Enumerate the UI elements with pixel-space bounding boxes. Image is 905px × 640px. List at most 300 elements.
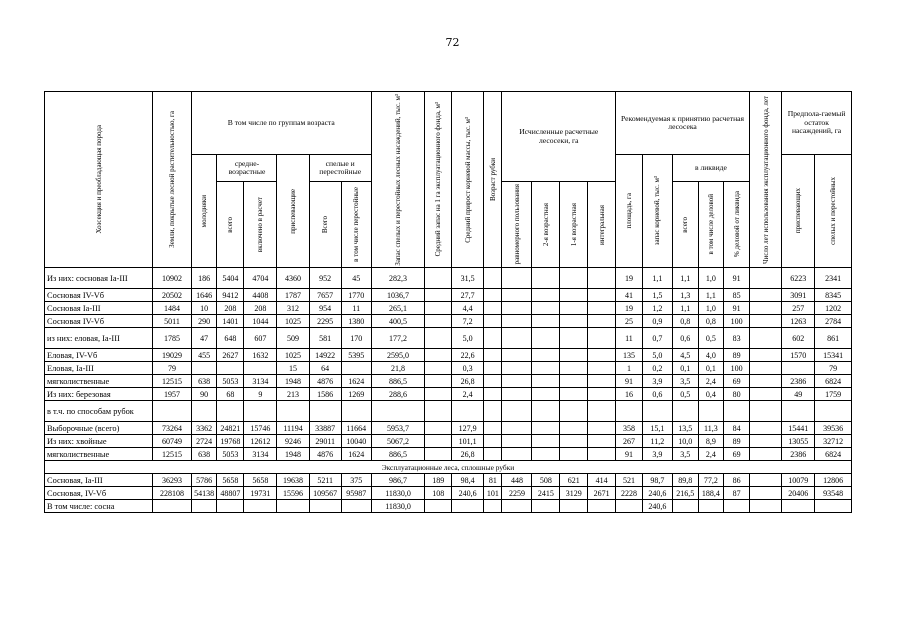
table-cell: 4360 <box>277 268 309 289</box>
hdr-by-age: В том числе по группам возраста <box>191 92 371 155</box>
table-cell <box>484 315 502 328</box>
table-cell <box>425 500 452 513</box>
table-cell: 240,6 <box>642 500 672 513</box>
row-label: Сосновая IV-Vб <box>45 289 153 302</box>
table-cell <box>560 388 588 401</box>
table-cell: 0,9 <box>642 315 672 328</box>
table-cell: 90 <box>191 388 217 401</box>
table-cell: 1586 <box>309 388 341 401</box>
row-label: Из них: хвойные <box>45 435 153 448</box>
table-cell: 1202 <box>815 302 852 315</box>
table-cell: 0,7 <box>642 328 672 349</box>
table-cell <box>502 375 532 388</box>
table-cell <box>588 500 616 513</box>
table-cell <box>724 401 750 422</box>
table-cell <box>484 302 502 315</box>
table-cell <box>560 302 588 315</box>
table-cell <box>750 487 782 500</box>
table-cell <box>371 401 425 422</box>
table-cell <box>484 401 502 422</box>
table-cell <box>532 289 560 302</box>
table-cell: 0,4 <box>698 388 724 401</box>
table-cell: 0,8 <box>698 315 724 328</box>
table-cell <box>750 435 782 448</box>
table-cell <box>560 448 588 461</box>
table-cell: 5,0 <box>642 349 672 362</box>
table-cell: 91 <box>724 268 750 289</box>
table-cell: 15 <box>277 362 309 375</box>
table-cell: 648 <box>217 328 244 349</box>
table-cell: 89 <box>724 349 750 362</box>
table-cell <box>560 328 588 349</box>
hdr-avg-stock: Средний запас на 1 га эксплуатационного фонда, м³ <box>425 92 452 268</box>
table-cell: 31,5 <box>452 268 484 289</box>
table-cell: 2671 <box>588 487 616 500</box>
table-cell <box>588 435 616 448</box>
table-row <box>45 268 852 289</box>
table-cell <box>191 362 217 375</box>
table-cell: 228108 <box>153 487 192 500</box>
table-cell: 36293 <box>153 474 192 487</box>
table-cell <box>532 328 560 349</box>
table-cell <box>425 401 452 422</box>
table-cell <box>532 362 560 375</box>
table-cell: 86 <box>724 474 750 487</box>
row-label: Сосновая Ia-III <box>45 302 153 315</box>
table-cell: 288,6 <box>371 388 425 401</box>
table-cell <box>750 448 782 461</box>
table-cell: 87 <box>724 487 750 500</box>
table-cell: 621 <box>560 474 588 487</box>
table-cell: 521 <box>616 474 643 487</box>
table-cell: 41 <box>616 289 643 302</box>
table-cell: 312 <box>277 302 309 315</box>
table-cell <box>341 500 371 513</box>
table-cell: 2295 <box>309 315 341 328</box>
table-cell <box>484 388 502 401</box>
table-cell: 45 <box>341 268 371 289</box>
table-cell: 20502 <box>153 289 192 302</box>
table-cell <box>502 401 532 422</box>
table-cell <box>341 401 371 422</box>
table-cell: 14922 <box>309 349 341 362</box>
table-cell: 83 <box>724 328 750 349</box>
table-cell <box>425 328 452 349</box>
table-cell: 1044 <box>244 315 277 328</box>
table-cell <box>425 349 452 362</box>
table-cell <box>588 388 616 401</box>
table-cell <box>153 500 192 513</box>
table-cell: 240,6 <box>452 487 484 500</box>
table-cell <box>277 401 309 422</box>
table-cell: 2386 <box>782 375 815 388</box>
table-cell <box>502 315 532 328</box>
table-row <box>45 362 852 375</box>
table-cell <box>532 388 560 401</box>
hdr-mature: спелые и перестойные <box>309 155 371 182</box>
table-cell <box>588 289 616 302</box>
table-cell: 9412 <box>217 289 244 302</box>
table-cell: 1787 <box>277 289 309 302</box>
table-cell: 2386 <box>782 448 815 461</box>
table-cell: 98,4 <box>452 474 484 487</box>
row-label: Сосновая, Ia-III <box>45 474 153 487</box>
table-cell <box>724 500 750 513</box>
table-cell: 8345 <box>815 289 852 302</box>
table-cell: 12515 <box>153 375 192 388</box>
hdr-felling-age: Возраст рубки <box>484 92 502 268</box>
table-cell: 1,0 <box>698 268 724 289</box>
row-label: Из них: сосновая Ia-III <box>45 268 153 289</box>
hdr-maturing: приспевающие <box>277 155 309 268</box>
table-row <box>45 500 852 513</box>
page-number: 72 <box>445 36 460 49</box>
table-cell <box>532 349 560 362</box>
table-cell: 448 <box>502 474 532 487</box>
table-cell: 5011 <box>153 315 192 328</box>
table-cell: 638 <box>191 375 217 388</box>
table-cell: 11 <box>616 328 643 349</box>
table-cell <box>782 401 815 422</box>
table-cell <box>560 422 588 435</box>
table-cell: 12806 <box>815 474 852 487</box>
table-cell: 0,8 <box>672 315 698 328</box>
table-cell <box>560 401 588 422</box>
table-cell: 84 <box>724 422 750 435</box>
table-cell: 60749 <box>153 435 192 448</box>
table-cell: 10,0 <box>672 435 698 448</box>
table-cell: 6824 <box>815 448 852 461</box>
table-cell: 4,0 <box>698 349 724 362</box>
table-cell <box>750 401 782 422</box>
table-cell <box>560 315 588 328</box>
table-row <box>45 487 852 500</box>
table-cell: 5786 <box>191 474 217 487</box>
table-cell: 4876 <box>309 448 341 461</box>
table-cell: 2,4 <box>698 448 724 461</box>
table-cell <box>750 500 782 513</box>
table-cell: 455 <box>191 349 217 362</box>
table-cell: 5953,7 <box>371 422 425 435</box>
table-cell: 15441 <box>782 422 815 435</box>
table-cell: 12612 <box>244 435 277 448</box>
hdr-mature-incl: в том числе перестойные <box>341 182 371 268</box>
table-cell <box>244 401 277 422</box>
table-cell: 135 <box>616 349 643 362</box>
table-cell <box>502 349 532 362</box>
table-cell <box>532 315 560 328</box>
table-cell <box>750 362 782 375</box>
table-cell: 2595,0 <box>371 349 425 362</box>
table-cell <box>588 401 616 422</box>
table-cell <box>532 422 560 435</box>
table-cell: 26,8 <box>452 448 484 461</box>
table-cell: 5053 <box>217 375 244 388</box>
table-cell <box>484 268 502 289</box>
table-cell: 0,3 <box>452 362 484 375</box>
table-cell: 19768 <box>217 435 244 448</box>
table-row <box>45 302 852 315</box>
table-cell <box>588 268 616 289</box>
table-cell: 1401 <box>217 315 244 328</box>
table-cell: 10902 <box>153 268 192 289</box>
hdr-calc-2age: 2-я возрастная <box>532 182 560 268</box>
table-cell: 2228 <box>616 487 643 500</box>
table-cell <box>277 500 309 513</box>
table-row <box>45 422 852 435</box>
table-cell: 1263 <box>782 315 815 328</box>
table-cell: 10079 <box>782 474 815 487</box>
table-cell: 19638 <box>277 474 309 487</box>
table-cell <box>309 500 341 513</box>
table-cell: 101,1 <box>452 435 484 448</box>
table-cell: 1025 <box>277 349 309 362</box>
table-cell <box>484 328 502 349</box>
table-cell: 91 <box>616 448 643 461</box>
table-cell: 509 <box>277 328 309 349</box>
hdr-in-liquid: в ликвиде <box>672 155 749 182</box>
table-cell <box>217 401 244 422</box>
hdr-species: Хозсекция и преобладающая порода <box>45 92 153 268</box>
hdr-calc-1age: 1-я возрастная <box>560 182 588 268</box>
table-cell <box>502 328 532 349</box>
table-cell: 95987 <box>341 487 371 500</box>
table-cell: 4,5 <box>672 349 698 362</box>
table-cell: 10 <box>191 302 217 315</box>
table-cell: 3129 <box>560 487 588 500</box>
table-cell <box>425 375 452 388</box>
table-cell: 2,4 <box>452 388 484 401</box>
table-cell: 1,2 <box>642 302 672 315</box>
table-cell <box>484 289 502 302</box>
table-cell <box>642 401 672 422</box>
table-cell: 188,4 <box>698 487 724 500</box>
table-cell <box>750 289 782 302</box>
table-cell: 1770 <box>341 289 371 302</box>
table-cell <box>672 500 698 513</box>
table-cell: 508 <box>532 474 560 487</box>
table-cell: 1,1 <box>698 289 724 302</box>
table-cell <box>191 500 217 513</box>
row-label: Еловая, IV-Vб <box>45 349 153 362</box>
table-cell <box>750 375 782 388</box>
table-cell: 11830,0 <box>371 487 425 500</box>
table-row <box>45 349 852 362</box>
table-cell: 100 <box>724 362 750 375</box>
table-cell <box>484 435 502 448</box>
table-cell <box>616 401 643 422</box>
table-cell <box>484 362 502 375</box>
table-cell <box>532 302 560 315</box>
table-cell: 186 <box>191 268 217 289</box>
table-cell: 5395 <box>341 349 371 362</box>
table-row <box>45 388 852 401</box>
row-label: Еловая, Ia-III <box>45 362 153 375</box>
table-cell <box>672 401 698 422</box>
table-cell: 68 <box>217 388 244 401</box>
table-cell <box>217 500 244 513</box>
table-cell: 1,1 <box>642 268 672 289</box>
table-cell <box>698 401 724 422</box>
table-row <box>45 401 852 422</box>
table-cell: 3,9 <box>642 375 672 388</box>
table-cell: 13055 <box>782 435 815 448</box>
table-cell: 1759 <box>815 388 852 401</box>
table-cell: 1 <box>616 362 643 375</box>
table-cell: 9 <box>244 388 277 401</box>
table-cell: 98,7 <box>642 474 672 487</box>
table-cell: 208 <box>217 302 244 315</box>
table-cell <box>815 401 852 422</box>
table-cell <box>532 435 560 448</box>
table-cell: 21,8 <box>371 362 425 375</box>
table-cell: 0,6 <box>642 388 672 401</box>
table-cell: 2627 <box>217 349 244 362</box>
table-cell: 10040 <box>341 435 371 448</box>
table-cell <box>560 349 588 362</box>
hdr-years-use: Число лет использования эксплуатационного фонда, лет <box>750 92 782 268</box>
table-cell: 26,8 <box>452 375 484 388</box>
table-cell: 4704 <box>244 268 277 289</box>
table-cell: 240,6 <box>642 487 672 500</box>
table-cell: 64 <box>309 362 341 375</box>
table-cell: 1,0 <box>698 302 724 315</box>
table-cell <box>750 474 782 487</box>
hdr-young: молодняки <box>191 155 217 268</box>
table-cell: 15596 <box>277 487 309 500</box>
row-label: мягколиственные <box>45 375 153 388</box>
table-cell: 48807 <box>217 487 244 500</box>
table-cell: 15746 <box>244 422 277 435</box>
table-cell: 3134 <box>244 448 277 461</box>
table-cell: 1036,7 <box>371 289 425 302</box>
table-cell: 73264 <box>153 422 192 435</box>
table-row <box>45 328 852 349</box>
table-cell <box>815 500 852 513</box>
table-cell <box>452 401 484 422</box>
table-cell: 1,5 <box>642 289 672 302</box>
table-cell: 20406 <box>782 487 815 500</box>
table-cell: 0,5 <box>672 388 698 401</box>
table-cell <box>425 302 452 315</box>
table-cell: 6824 <box>815 375 852 388</box>
table-cell: 886,5 <box>371 375 425 388</box>
section-label: Эксплуатационные леса, сплошные рубки <box>45 461 852 474</box>
table-cell <box>484 500 502 513</box>
table-cell: 952 <box>309 268 341 289</box>
table-cell <box>750 422 782 435</box>
table-cell: 638 <box>191 448 217 461</box>
table-cell: 257 <box>782 302 815 315</box>
table-cell: 1484 <box>153 302 192 315</box>
table-row <box>45 289 852 302</box>
table-cell: 267 <box>616 435 643 448</box>
table-cell: 3362 <box>191 422 217 435</box>
forest-table <box>44 91 852 513</box>
table-cell: 101 <box>484 487 502 500</box>
table-cell: 1,1 <box>672 268 698 289</box>
table-cell: 5067,2 <box>371 435 425 448</box>
table-cell <box>782 362 815 375</box>
table-cell: 581 <box>309 328 341 349</box>
table-cell: 4876 <box>309 375 341 388</box>
table-cell: 602 <box>782 328 815 349</box>
table-cell: 3091 <box>782 289 815 302</box>
table-cell: 400,5 <box>371 315 425 328</box>
table-cell: 29011 <box>309 435 341 448</box>
table-cell: 1785 <box>153 328 192 349</box>
table-cell: 91 <box>724 302 750 315</box>
table-cell: 3,5 <box>672 375 698 388</box>
hdr-recommended: Рекомендуемая к принятию расчетная лесосека <box>616 92 750 155</box>
hdr-mature-total: Всего <box>309 182 341 268</box>
table-cell: 0,5 <box>698 328 724 349</box>
table-cell: 0,2 <box>642 362 672 375</box>
table-cell: 1269 <box>341 388 371 401</box>
table-cell: 2259 <box>502 487 532 500</box>
table-cell: 1948 <box>277 375 309 388</box>
table-cell: 5658 <box>244 474 277 487</box>
table-cell: 22,6 <box>452 349 484 362</box>
hdr-mid-included: включено в расчет <box>244 182 277 268</box>
table-cell: 89,8 <box>672 474 698 487</box>
table-cell <box>502 435 532 448</box>
table-cell <box>588 375 616 388</box>
table-cell: 11194 <box>277 422 309 435</box>
table-cell: 886,5 <box>371 448 425 461</box>
table-cell: 986,7 <box>371 474 425 487</box>
table-cell: 9246 <box>277 435 309 448</box>
table-cell: 1025 <box>277 315 309 328</box>
table-cell: 3,5 <box>672 448 698 461</box>
table-cell <box>309 401 341 422</box>
table-cell <box>425 448 452 461</box>
table-cell: 54138 <box>191 487 217 500</box>
table-cell: 89 <box>724 435 750 448</box>
table-cell: 2,4 <box>698 375 724 388</box>
table-cell: 108 <box>425 487 452 500</box>
table-cell: 3,9 <box>642 448 672 461</box>
table-cell: 69 <box>724 375 750 388</box>
hdr-middle-aged: средне-возрастные <box>217 155 277 182</box>
table-cell <box>502 448 532 461</box>
table-cell: 24821 <box>217 422 244 435</box>
table-cell <box>750 349 782 362</box>
table-cell: 5404 <box>217 268 244 289</box>
table-cell: 2415 <box>532 487 560 500</box>
table-cell: 2784 <box>815 315 852 328</box>
table-cell <box>425 268 452 289</box>
table-cell <box>484 349 502 362</box>
table-row <box>45 474 852 487</box>
table-cell <box>588 362 616 375</box>
table-cell <box>560 435 588 448</box>
table-cell <box>502 362 532 375</box>
row-label: Выборочные (всего) <box>45 422 153 435</box>
table-cell: 19 <box>616 302 643 315</box>
table-cell <box>750 302 782 315</box>
table-cell: 375 <box>341 474 371 487</box>
table-cell: 8,9 <box>698 435 724 448</box>
table-row <box>45 375 852 388</box>
table-cell <box>532 448 560 461</box>
table-cell: 4,4 <box>452 302 484 315</box>
table-cell: 33887 <box>309 422 341 435</box>
table-cell <box>750 268 782 289</box>
row-label: Сосновая IV-Vб <box>45 315 153 328</box>
table-cell: 208 <box>244 302 277 315</box>
table-cell <box>502 302 532 315</box>
